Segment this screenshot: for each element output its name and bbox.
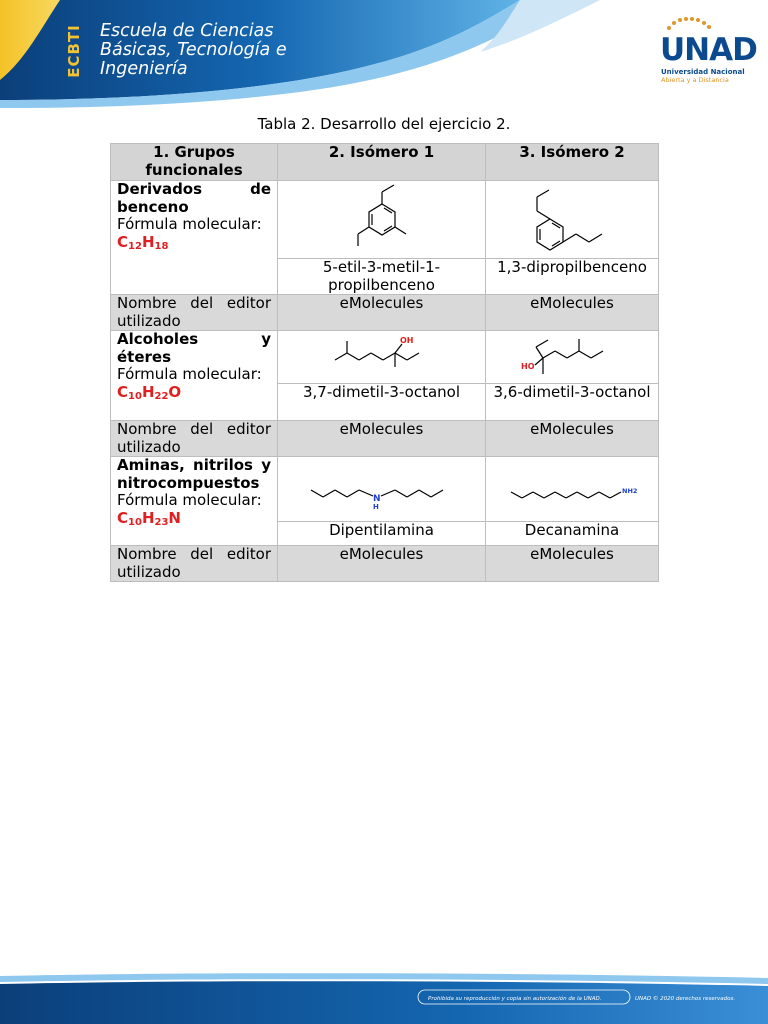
isomer-name: 1,3-dipropilbenceno — [486, 259, 659, 295]
editor-name: eMolecules — [486, 421, 659, 457]
structure-cell — [278, 457, 486, 522]
editor-label: Nombre del editor utilizado — [111, 546, 278, 582]
h-label: H — [372, 503, 379, 511]
isomer-name: Decanamina — [486, 522, 659, 546]
school-name-line2: Básicas, Tecnología e — [100, 40, 287, 60]
group-title: Aminas, nitrilos y nitrocompuestos — [117, 456, 271, 492]
editor-name: eMolecules — [278, 295, 486, 331]
header-functional-groups: 1. Grupos funcionales — [111, 144, 278, 181]
header-isomer-2: 3. Isómero 2 — [486, 144, 659, 181]
structure-5-etil-3-metil-1-propilbenceno — [337, 182, 427, 258]
structure-cell — [278, 181, 486, 259]
structure-cell — [278, 331, 486, 384]
structure-cell — [486, 181, 659, 259]
table-row — [111, 421, 659, 457]
group-cell-alcohols — [111, 331, 278, 421]
isomer-name: 5-etil-3-metil-1-propilbenceno — [278, 259, 486, 295]
nh2-label: NH2 — [622, 487, 638, 495]
structure-cell — [486, 457, 659, 522]
structure-dipentilamina — [297, 464, 467, 514]
footer-notice: Prohibida su reproducción y copia sin autorización de la UNAD. — [428, 996, 602, 1002]
formula-label: Fórmula molecular: — [117, 215, 262, 233]
logo-university-subtitle: Abierta y a Distancia — [661, 76, 729, 84]
school-name-line3: Ingeniería — [100, 59, 188, 79]
page-footer — [0, 970, 768, 1024]
editor-name: eMolecules — [486, 546, 659, 582]
unad-logo — [655, 14, 757, 84]
formula-label: Fórmula molecular: — [117, 365, 262, 383]
molecular-formula: $C_{12}H_{18}$ — [117, 232, 169, 252]
table-header-row — [111, 144, 659, 181]
molecular-formula: $C_{10}H_{23}N$ — [117, 508, 181, 528]
ecbti-text: ECBTI — [65, 24, 84, 78]
oh-label: OH — [399, 336, 413, 345]
isomer-name: 3,7-dimetil-3-octanol — [278, 384, 486, 421]
n-label: N — [372, 494, 381, 504]
school-name-line1: Escuela de Ciencias — [100, 21, 274, 41]
formula-label: Fórmula molecular: — [117, 491, 262, 509]
group-cell-amines — [111, 457, 278, 546]
molecular-formula: $C_{10}H_{22}O$ — [117, 382, 182, 402]
editor-name: eMolecules — [278, 546, 486, 582]
editor-name: eMolecules — [486, 295, 659, 331]
editor-label: Nombre del editor utilizado — [111, 421, 278, 457]
structure-cell — [486, 331, 659, 384]
logo-university-name: Universidad Nacional — [661, 68, 745, 76]
ho-label: HO — [521, 362, 535, 371]
table-row — [111, 181, 659, 259]
table-caption: Tabla 2. Desarrollo del ejercicio 2. — [257, 115, 511, 133]
exercise-table — [110, 143, 659, 582]
table-row — [111, 295, 659, 331]
group-title: Alcoholes y éteres — [117, 330, 271, 366]
editor-name: eMolecules — [278, 421, 486, 457]
table-row — [111, 331, 659, 384]
header-isomer-1: 2. Isómero 1 — [278, 144, 486, 181]
school-name — [100, 22, 287, 79]
group-cell-benzene — [111, 181, 278, 295]
table-row — [111, 546, 659, 582]
page-header — [0, 0, 768, 110]
logo-wordmark: UNAD — [660, 32, 757, 68]
ecbti-badge — [62, 20, 86, 82]
isomer-name: Dipentilamina — [278, 522, 486, 546]
structure-1-3-dipropilbenceno — [522, 182, 622, 258]
structure-3-6-dimetil-3-octanol — [517, 332, 627, 382]
group-title: Derivados de benceno — [117, 180, 271, 216]
structure-decanamina — [497, 464, 647, 514]
structure-3-7-dimetil-3-octanol — [327, 332, 437, 382]
isomer-name: 3,6-dimetil-3-octanol — [486, 384, 659, 421]
table-row — [111, 457, 659, 522]
footer-copyright: UNAD © 2020 derechos reservados. — [635, 996, 736, 1002]
editor-label: Nombre del editor utilizado — [111, 295, 278, 331]
